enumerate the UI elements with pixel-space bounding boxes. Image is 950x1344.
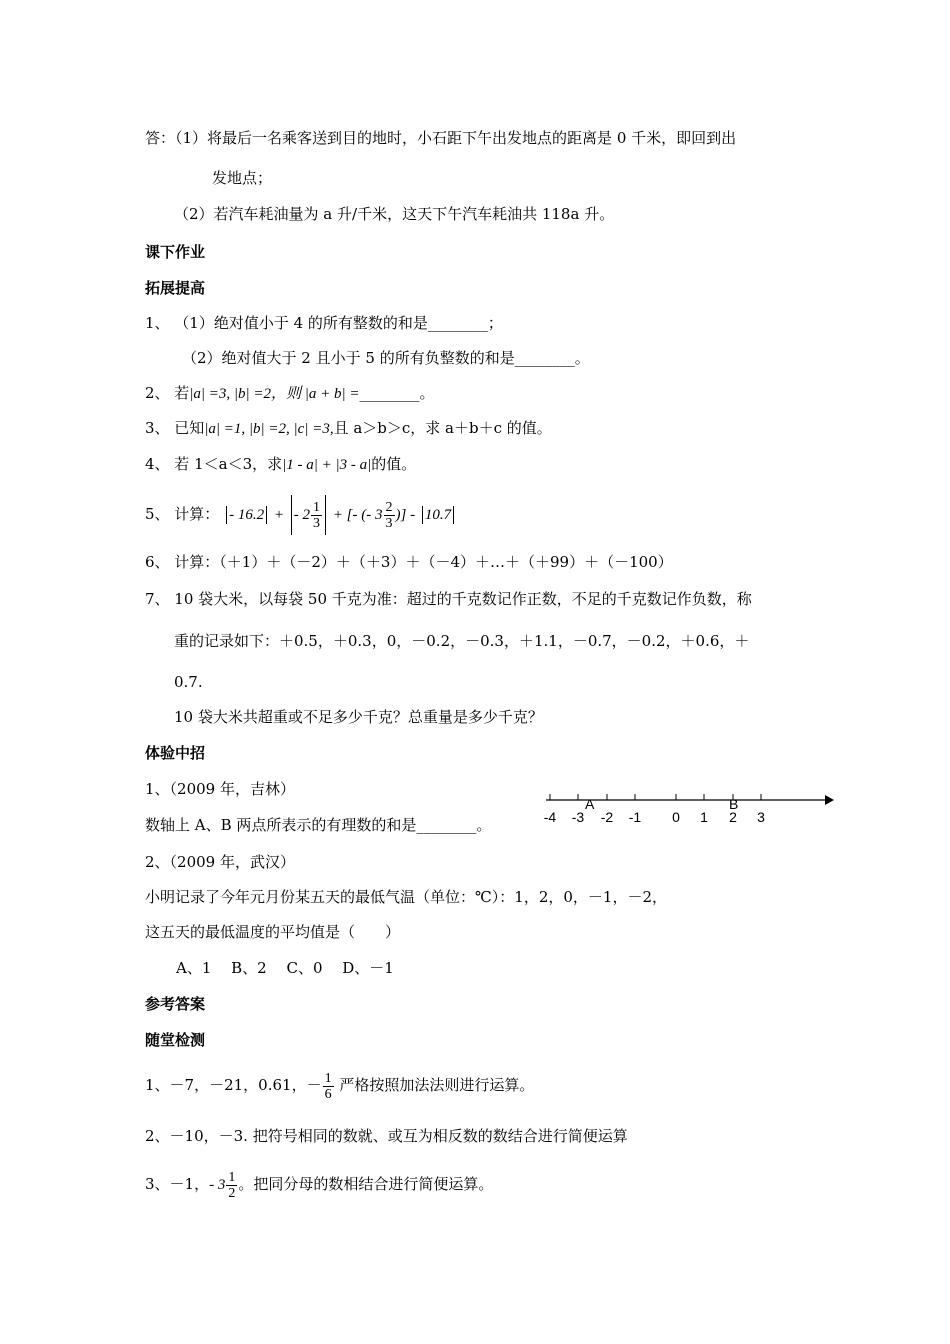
question-4-text: 4、 若 1＜a＜3，求 xyxy=(145,455,283,473)
frac-num: 2 xyxy=(385,499,393,515)
axis-tick-label: 0 xyxy=(672,809,680,825)
heading-exam: 体验中招 xyxy=(145,744,206,762)
answer-2: 2、－10，－3. 把符号相同的数就、或互为相反数的数结合进行简便运算 xyxy=(145,1127,628,1145)
axis-tick-label: -2 xyxy=(600,809,614,825)
question-3 xyxy=(145,418,552,439)
answer-line-1b: 发地点； xyxy=(212,169,273,187)
question-4-tail: 的值。 xyxy=(371,455,417,473)
axis-tick-label: -1 xyxy=(628,809,642,825)
abs-bar xyxy=(422,506,423,524)
q5-plus: + xyxy=(273,507,284,523)
question-5 xyxy=(145,492,456,537)
abs-bar xyxy=(266,506,267,524)
question-2-blank: ________。 xyxy=(359,384,435,402)
heading-answers: 参考答案 xyxy=(145,995,206,1013)
answer-3-text: 3、－1， xyxy=(145,1175,210,1193)
question-5-text: 5、 计算： xyxy=(145,505,220,523)
abs-bar xyxy=(226,506,227,524)
answer-3-tail: 。把同分母的数相结合进行简便运算。 xyxy=(238,1175,494,1193)
axis-arrow xyxy=(825,795,834,805)
fraction xyxy=(311,500,322,531)
axis-tick-label: 2 xyxy=(729,809,737,825)
fraction xyxy=(323,1071,334,1102)
question-4 xyxy=(145,454,416,475)
frac-den: 3 xyxy=(313,515,321,531)
point-a-label: A xyxy=(585,796,595,812)
exam-1a: 1、（2009 年，吉林） xyxy=(145,780,295,798)
abs-bar xyxy=(325,495,326,535)
fraction xyxy=(384,500,395,531)
answer-line-2: （2）若汽车耗油量为 a 升/千米，这天下午汽车耗油共 118a 升。 xyxy=(174,205,615,223)
heading-homework: 课下作业 xyxy=(145,243,206,261)
axis-tick-label: -3 xyxy=(571,809,585,825)
heading-extend: 拓展提高 xyxy=(145,279,206,297)
answer-3 xyxy=(145,1163,493,1206)
exam-1b: 数轴上 A、B 两点所表示的有理数的和是________。 xyxy=(145,816,492,834)
q5-term-1: - 16.2 xyxy=(229,507,265,523)
question-7b: 重的记录如下：＋0.5，＋0.3，0，－0.2，－0.3，＋1.1，－0.7，－0.2，＋0.6，＋ xyxy=(174,632,750,650)
question-4-expr: |1 - a| + |3 - a| xyxy=(282,457,372,473)
number-line xyxy=(540,784,840,830)
question-7c: 0.7. xyxy=(174,673,203,691)
q5-term-4: 10.7 xyxy=(424,507,452,523)
question-2 xyxy=(145,383,435,404)
q5-tail: )] - xyxy=(395,507,416,523)
exam-2-options: A、1 B、2 C、0 D、－1 xyxy=(176,959,394,977)
question-6: 6、 计算：（＋1）＋（－2）＋（＋3）＋（－4）＋…＋（＋99）＋（－100） xyxy=(145,553,673,571)
abs-bar xyxy=(291,495,292,535)
exam-2c: 这五天的最低温度的平均值是（ ） xyxy=(145,923,401,941)
question-3-expr: |a| =1, |b| =2, |c| =3, xyxy=(204,421,334,437)
question-2-text: 2、 若 xyxy=(145,384,190,402)
q5-term-2: - 2 xyxy=(293,507,311,523)
heading-check: 随堂检测 xyxy=(145,1031,206,1049)
frac-den: 2 xyxy=(228,1185,236,1201)
abs-bar xyxy=(453,506,454,524)
point-b-label: B xyxy=(729,796,739,812)
answer-line-1: 答：（1）将最后一名乘客送到目的地时，小石距下午出发地点的距离是 0 千米，即回到出 xyxy=(145,129,737,147)
frac-num: 1 xyxy=(313,499,321,515)
frac-den: 6 xyxy=(324,1086,332,1102)
answer-1 xyxy=(145,1064,534,1106)
answer-3-mixed: - 3 xyxy=(209,1177,226,1193)
question-3-tail: 且 a＞b＞c，求 a＋b＋c 的值。 xyxy=(333,419,552,437)
axis-tick-label: -4 xyxy=(543,809,557,825)
axis-tick-label: 1 xyxy=(700,809,708,825)
exam-2b: 小明记录了今年元月份某五天的最低气温（单位：℃）：1，2，0，－1，－2， xyxy=(145,888,668,906)
question-3-text: 3、 已知 xyxy=(145,419,205,437)
axis-tick-label: 3 xyxy=(757,809,765,825)
question-2-expr: |a| =3, |b| =2，则 |a + b| = xyxy=(189,386,360,402)
frac-num: 1 xyxy=(228,1169,236,1185)
answer-1-text: 1、－7，－21，0.61，－ xyxy=(145,1076,322,1094)
question-7a: 7、 10 袋大米，以每袋 50 千克为准：超过的千克数记作正数，不足的千克数记作负数，称 xyxy=(145,590,752,608)
q5-term-3: + [- (- 3 xyxy=(332,507,383,523)
question-7d: 10 袋大米共超重或不足多少千克？总重量是多少千克？ xyxy=(174,708,543,726)
question-1a: 1、 （1）绝对值小于 4 的所有整数的和是________； xyxy=(145,314,503,332)
frac-den: 3 xyxy=(385,515,393,531)
answer-1-tail: 严格按照加法法则进行运算。 xyxy=(339,1076,535,1094)
question-1b: （2）绝对值大于 2 且小于 5 的所有负整数的和是________。 xyxy=(182,349,590,367)
exam-2a: 2、（2009 年，武汉） xyxy=(145,853,295,871)
frac-num: 1 xyxy=(324,1070,332,1086)
fraction xyxy=(226,1170,237,1201)
